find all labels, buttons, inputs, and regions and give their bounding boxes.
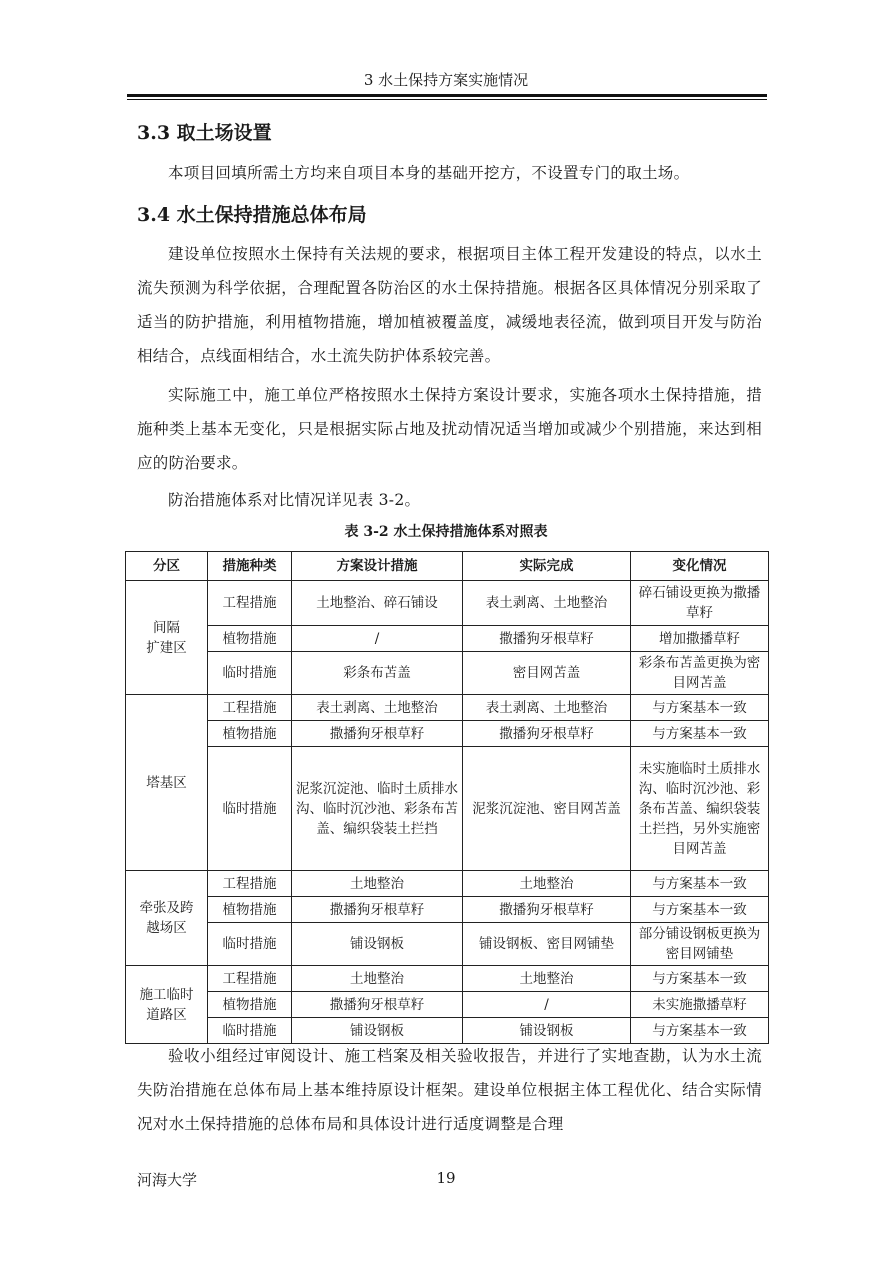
table-row <box>126 747 769 871</box>
section-3-3-paragraph: 本项目回填所需土方均来自项目本身的基础开挖方，不设置专门的取土场。 <box>168 164 690 182</box>
design-measure-cell: 土地整治 <box>292 871 463 897</box>
actual-measure-cell: 表土剥离、土地整治 <box>463 581 631 626</box>
design-measure-cell: 泥浆沉淀池、临时土质排水沟、临时沉沙池、彩条布苫盖、编织袋装土拦挡 <box>292 747 463 871</box>
table-row <box>126 626 769 652</box>
header-cell: 方案设计措施 <box>292 552 463 581</box>
actual-measure-cell: 土地整治 <box>463 966 631 992</box>
change-cell: 部分铺设钢板更换为密目网铺垫 <box>631 923 769 966</box>
measure-type-cell: 植物措施 <box>208 897 292 923</box>
measure-type-cell: 临时措施 <box>208 652 292 695</box>
table-row <box>126 721 769 747</box>
section-3-4-paragraph-2: 实际施工中，施工单位严格按照水土保持方案设计要求，实施各项水土保持措施，措施种类上基本无变化，只是根据实际占地及扰动情况适当增加或减少个别措施，来达到相应的防治要求。 <box>137 386 762 472</box>
measure-type-cell: 植物措施 <box>208 992 292 1018</box>
design-measure-cell: 撒播狗牙根草籽 <box>292 721 463 747</box>
design-measure-cell: 土地整治、碎石铺设 <box>292 581 463 626</box>
measure-type-cell: 植物措施 <box>208 626 292 652</box>
zone-cell: 施工临时 道路区 <box>126 966 208 1044</box>
actual-measure-cell: 撒播狗牙根草籽 <box>463 721 631 747</box>
measure-type-cell: 工程措施 <box>208 581 292 626</box>
design-measure-cell: 撒播狗牙根草籽 <box>292 897 463 923</box>
header-cell: 分区 <box>126 552 208 581</box>
header-rule-thick <box>127 94 767 97</box>
design-measure-cell: 铺设钢板 <box>292 923 463 966</box>
measure-type-cell: 工程措施 <box>208 966 292 992</box>
actual-measure-cell: 土地整治 <box>463 871 631 897</box>
header-cell: 措施种类 <box>208 552 292 581</box>
change-cell: 彩条布苫盖更换为密目网苫盖 <box>631 652 769 695</box>
table-row <box>126 871 769 897</box>
section-heading-3-3: 3.3 取土场设置 <box>137 122 272 144</box>
zone-cell: 牵张及跨 越场区 <box>126 871 208 966</box>
design-measure-cell: 表土剥离、土地整治 <box>292 695 463 721</box>
table-row <box>126 652 769 695</box>
actual-measure-cell: / <box>463 992 631 1018</box>
actual-measure-cell: 泥浆沉淀池、密目网苫盖 <box>463 747 631 871</box>
design-measure-cell: / <box>292 626 463 652</box>
table-row <box>126 966 769 992</box>
measure-type-cell: 临时措施 <box>208 923 292 966</box>
change-cell: 与方案基本一致 <box>631 1018 769 1044</box>
after-table-paragraph: 验收小组经过审阅设计、施工档案及相关验收报告，并进行了实地查勘，认为水土流失防治措施在总体布局上基本维持原设计框架。建设单位根据主体工程优化、结合实际情况对水土保持措施的总体布局和具体设计进行适度调整是合理 <box>137 1047 762 1133</box>
table-row <box>126 897 769 923</box>
table-row <box>126 695 769 721</box>
table-row <box>126 923 769 966</box>
table-caption: 表 3-2 水土保持措施体系对照表 <box>344 524 548 540</box>
header-rule-thin <box>127 99 767 100</box>
actual-measure-cell: 撒播狗牙根草籽 <box>463 897 631 923</box>
design-measure-cell: 铺设钢板 <box>292 1018 463 1044</box>
measure-type-cell: 临时措施 <box>208 1018 292 1044</box>
footer-institution: 河海大学 <box>137 1171 198 1189</box>
change-cell: 未实施临时土质排水沟、临时沉沙池、彩条布苫盖、编织袋装土拦挡，另外实施密目网苫盖 <box>631 747 769 871</box>
section-3-4-paragraph-1: 建设单位按照水土保持有关法规的要求，根据项目主体工程开发建设的特点，以水土流失预测为科学依据，合理配置各防治区的水土保持措施。根据各区具体情况分别采取了适当的防护措施，利用植物措施，增加植被覆盖度，减缓地表径流，做到项目开发与防治相结合，点线面相结合，水土流失防护体系较完善。 <box>137 245 762 365</box>
header-cell: 变化情况 <box>631 552 769 581</box>
change-cell: 与方案基本一致 <box>631 966 769 992</box>
page-number: 19 <box>436 1169 456 1187</box>
header-cell: 实际完成 <box>463 552 631 581</box>
measures-comparison-table <box>125 551 769 1044</box>
section-heading-3-4: 3.4 水土保持措施总体布局 <box>137 204 367 226</box>
table-row <box>126 581 769 626</box>
table-row <box>126 992 769 1018</box>
actual-measure-cell: 撒播狗牙根草籽 <box>463 626 631 652</box>
actual-measure-cell: 表土剥离、土地整治 <box>463 695 631 721</box>
section-3-4-paragraph-3: 防治措施体系对比情况详见表 3-2。 <box>168 491 421 509</box>
change-cell: 增加撒播草籽 <box>631 626 769 652</box>
table-header-row <box>126 552 769 581</box>
zone-cell: 间隔 扩建区 <box>126 581 208 695</box>
running-header: 3 水土保持方案实施情况 <box>363 71 529 89</box>
measure-type-cell: 植物措施 <box>208 721 292 747</box>
change-cell: 碎石铺设更换为撒播草籽 <box>631 581 769 626</box>
actual-measure-cell: 铺设钢板、密目网铺垫 <box>463 923 631 966</box>
design-measure-cell: 彩条布苫盖 <box>292 652 463 695</box>
change-cell: 与方案基本一致 <box>631 721 769 747</box>
change-cell: 与方案基本一致 <box>631 897 769 923</box>
design-measure-cell: 撒播狗牙根草籽 <box>292 992 463 1018</box>
actual-measure-cell: 铺设钢板 <box>463 1018 631 1044</box>
design-measure-cell: 土地整治 <box>292 966 463 992</box>
actual-measure-cell: 密目网苫盖 <box>463 652 631 695</box>
measure-type-cell: 工程措施 <box>208 695 292 721</box>
change-cell: 与方案基本一致 <box>631 695 769 721</box>
change-cell: 未实施撒播草籽 <box>631 992 769 1018</box>
measure-type-cell: 临时措施 <box>208 747 292 871</box>
change-cell: 与方案基本一致 <box>631 871 769 897</box>
measure-type-cell: 工程措施 <box>208 871 292 897</box>
zone-cell: 塔基区 <box>126 695 208 871</box>
